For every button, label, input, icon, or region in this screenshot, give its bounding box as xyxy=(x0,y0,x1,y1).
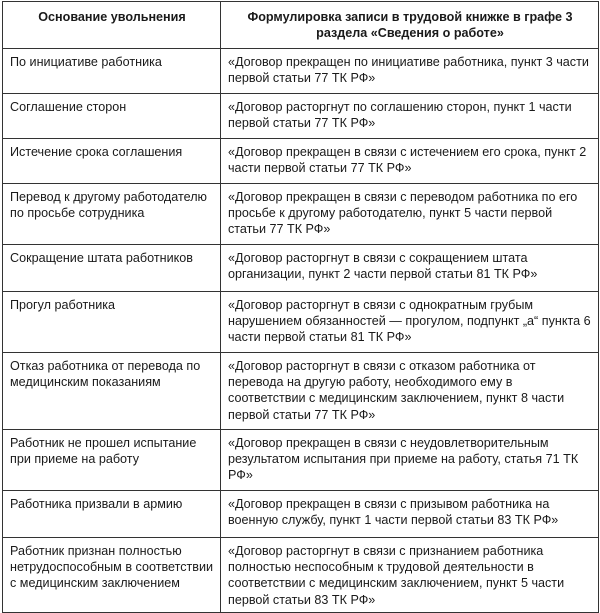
reason-cell: Работника призвали в армию xyxy=(3,491,221,538)
table-row xyxy=(3,245,599,292)
wording-cell: «Договор расторгнут в связи с признанием работника полностью неспособным к трудовой деятельности в соответствии с медицинским заключением, пункт 5 части первой статьи 83 ТК РФ» xyxy=(221,538,599,613)
table-header-row xyxy=(3,2,599,49)
header-dismissal-reason: Основание увольнения xyxy=(3,2,221,49)
table-row xyxy=(3,353,599,430)
reason-cell: Перевод к другому работодателю по просьбе сотрудника xyxy=(3,184,221,245)
table-row xyxy=(3,292,599,353)
wording-cell: «Договор прекращен в связи с неудовлетворительным результатом испытания при приеме на работу, статья 71 ТК РФ» xyxy=(221,430,599,491)
table-row xyxy=(3,139,599,184)
reason-cell: Сокращение штата работников xyxy=(3,245,221,292)
table-row xyxy=(3,430,599,491)
table-row xyxy=(3,538,599,613)
wording-cell: «Договор расторгнут в связи с сокращением штата организации, пункт 2 части первой статьи 81 ТК РФ» xyxy=(221,245,599,292)
wording-cell: «Договор прекращен в связи с истечением его срока, пункт 2 части первой статьи 77 ТК РФ» xyxy=(221,139,599,184)
header-record-wording: Формулировка записи в трудовой книжке в графе 3 раздела «Сведения о работе» xyxy=(221,2,599,49)
wording-cell: «Договор расторгнут в связи с однократным грубым нарушением обязанностей — прогулом, подпункт „а“ пункта 6 части первой статьи 81 ТК РФ» xyxy=(221,292,599,353)
wording-cell: «Договор расторгнут в связи с отказом работника от перевода на другую работу, необходимого ему в соответствии с медицинским заключением, пункт 8 части первой статьи 77 ТК РФ» xyxy=(221,353,599,430)
table-row xyxy=(3,491,599,538)
wording-cell: «Договор прекращен в связи с призывом работника на военную службу, пункт 1 части первой статьи 83 ТК РФ» xyxy=(221,491,599,538)
reason-cell: Работник признан полностью нетрудоспособным в соответствии с медицинским заключением xyxy=(3,538,221,613)
table-row xyxy=(3,184,599,245)
wording-cell: «Договор прекращен по инициативе работника, пункт 3 части первой статьи 77 ТК РФ» xyxy=(221,49,599,94)
wording-cell: «Договор прекращен в связи с переводом работника по его просьбе к другому работодателю, пункт 5 части первой статьи 77 ТК РФ» xyxy=(221,184,599,245)
table-row xyxy=(3,94,599,139)
reason-cell: Истечение срока соглашения xyxy=(3,139,221,184)
reason-cell: По инициативе работника xyxy=(3,49,221,94)
reason-cell: Отказ работника от перевода по медицинским показаниям xyxy=(3,353,221,430)
dismissal-reasons-table xyxy=(2,1,599,613)
wording-cell: «Договор расторгнут по соглашению сторон, пункт 1 части первой статьи 77 ТК РФ» xyxy=(221,94,599,139)
table-row xyxy=(3,49,599,94)
reason-cell: Соглашение сторон xyxy=(3,94,221,139)
reason-cell: Прогул работника xyxy=(3,292,221,353)
reason-cell: Работник не прошел испытание при приеме на работу xyxy=(3,430,221,491)
